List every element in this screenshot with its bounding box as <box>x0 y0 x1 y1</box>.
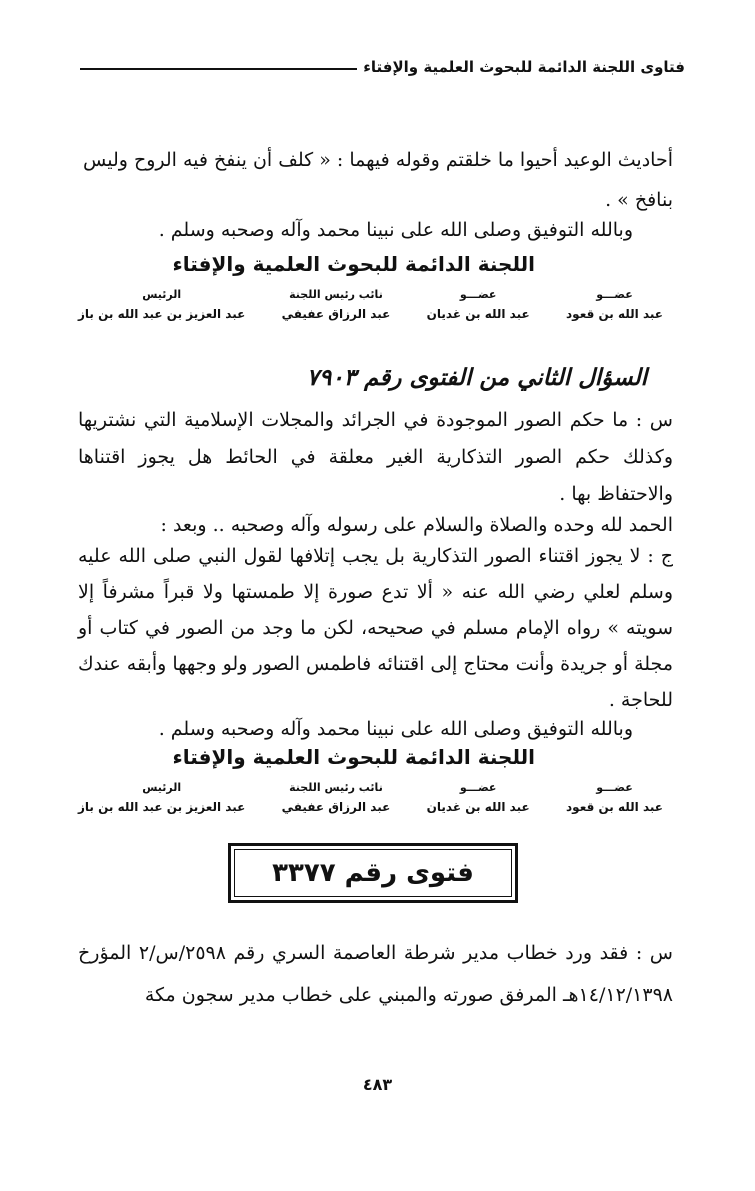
signature-name: عبد الرزاق عفيفي <box>281 307 391 321</box>
signature-name: عبد الرزاق عفيفي <box>281 800 391 814</box>
signature <box>427 781 530 814</box>
signature-name: عبد الله بن قعود <box>566 307 663 321</box>
page-number: ٤٨٣ <box>362 1075 393 1094</box>
signature-role: الرئيس <box>142 288 182 301</box>
signature-role: نائب رئيس اللجنة <box>289 288 383 301</box>
question2-answer: ج : لا يجوز اقتناء الصور التذكارية بل يجب إتلافها لقول النبي صلى الله عليه وسلم لعلي رضي الله عنه « ألا تدع صورة إلا طمستها ولا قبراً مشرفاً إلا سويته » رواه الإمام مسلم في صحيحه، لكن ما وجد من الصور في كتاب أو مجلة أو جريدة وأنت محتاج إلى اقتنائه فاطمس الصور ولو وجهها وأبقه عندك للحاجة . <box>78 545 673 711</box>
signature <box>282 781 391 814</box>
header-title: فتاوى اللجنة الدائمة للبحوث العلمية والإفتاء <box>363 58 685 76</box>
question2-praise: الحمد لله وحده والصلاة والسلام على رسوله وآله وصحبه .. وبعد : <box>160 514 673 536</box>
signature-name: عبد الله بن غديان <box>426 800 530 814</box>
signature-role: عضـــو <box>459 781 497 794</box>
block1-closing: وبالله التوفيق وصلى الله على نبينا محمد وآله وصحبه وسلم . <box>158 219 633 241</box>
fatwa-number-label: فتوى رقم ٣٣٧٧ <box>234 849 512 897</box>
signature-name: عبد العزيز بن عبد الله بن باز <box>78 800 246 814</box>
header-rule <box>80 68 357 70</box>
question2-closing: وبالله التوفيق وصلى الله على نبينا محمد وآله وصحبه وسلم . <box>158 718 633 740</box>
signature-role: عضـــو <box>596 288 633 301</box>
signature-role: عضـــو <box>459 288 497 301</box>
signature <box>427 288 530 321</box>
signature-role: عضـــو <box>596 781 633 794</box>
block1-line2: بنافخ » . <box>605 189 673 211</box>
block1-text <box>78 140 673 220</box>
signature <box>566 781 663 814</box>
signature <box>282 288 391 321</box>
signature <box>78 288 245 321</box>
running-header <box>80 58 685 76</box>
block1-line1: أحاديث الوعيد أحيوا ما خلقتم وقوله فيهما : « كلف أن ينفخ فيه الروح وليس <box>82 149 673 171</box>
signature-name: عبد الله بن غديان <box>426 307 530 321</box>
signature-role: الرئيس <box>142 781 182 794</box>
block1-committee: اللجنة الدائمة للبحوث العلمية والإفتاء <box>172 252 535 276</box>
signature-name: عبد العزيز بن عبد الله بن باز <box>78 307 246 321</box>
question2-title: السؤال الثاني من الفتوى رقم ٧٩٠٣ <box>306 364 647 391</box>
question3-text: س : فقد ورد خطاب مدير شرطة العاصمة السري رقم ٢٥٩٨/س/٢ المؤرخ ١٤/١٢/١٣٩٨هـ المرفق صورته والمبني على خطاب مدير سجون مكة <box>78 942 673 1006</box>
block1-signatures <box>78 288 663 321</box>
signature <box>78 781 245 814</box>
signature <box>566 288 663 321</box>
signature-name: عبد الله بن قعود <box>566 800 663 814</box>
question2-question: س : ما حكم الصور الموجودة في الجرائد والمجلات الإسلامية التي نشتريها وكذلك حكم الصور التذكارية الغير معلقة في الحائط هل يجوز اقتناها والاحتفاظ بها . <box>78 409 673 505</box>
question2-signatures <box>78 781 663 814</box>
signature-role: نائب رئيس اللجنة <box>289 781 383 794</box>
fatwa-number-box <box>228 843 518 903</box>
question2-committee: اللجنة الدائمة للبحوث العلمية والإفتاء <box>172 745 535 769</box>
